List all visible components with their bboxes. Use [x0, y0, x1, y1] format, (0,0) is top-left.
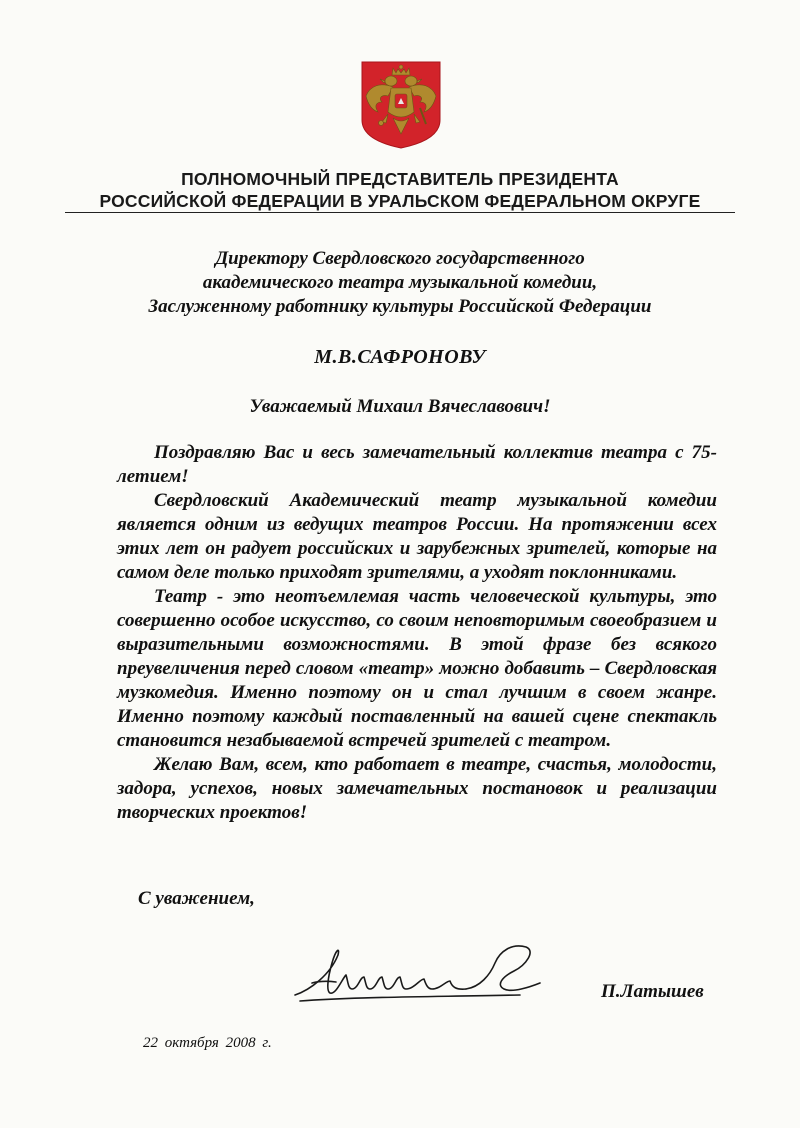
body-paragraph: Желаю Вам, всем, кто работает в театре, счастья, молодости, задора, успехов, новых замечательных постановок и реализации творческих проектов!	[117, 754, 717, 823]
signer-name: П.Латышев	[601, 981, 704, 1002]
salutation: Уважаемый Михаил Вячеславович!	[249, 396, 551, 417]
recipient-name: М.В.САФРОНОВУ	[314, 346, 486, 368]
letter-body	[117, 441, 717, 825]
handwritten-signature	[290, 935, 570, 1010]
body-paragraph: Театр - это неотъемлемая часть человеческой культуры, это совершенно особое искусство, со своим неповторимым своеобразием и выразительными возможностями. В этой фразе без всякого преувеличения перед словом «театр» можно добавить – Свердловская музкомедия. Именно поэтому он и стал лучшим в своем жанре. Именно поэтому каждый поставленный на вашей сцене спектакль становится незабываемой встречей зрителей с театром.	[117, 586, 717, 751]
addressee-block	[60, 247, 740, 319]
body-paragraph: Поздравляю Вас и весь замечательный коллектив театра с 75-летием!	[117, 442, 717, 487]
addressee-line-1: Директору Свердловского государственного	[215, 248, 585, 269]
closing-phrase: С уважением,	[138, 888, 255, 909]
letterhead-line-2: РОССИЙСКОЙ ФЕДЕРАЦИИ В УРАЛЬСКОМ ФЕДЕРАЛЬНОМ ОКРУГЕ	[99, 191, 701, 211]
addressee-line-3: Заслуженному работнику культуры Российской Федерации	[148, 296, 652, 317]
letterhead-line-1: ПОЛНОМОЧНЫЙ ПРЕДСТАВИТЕЛЬ ПРЕЗИДЕНТА	[181, 169, 619, 189]
coat-of-arms-icon	[360, 60, 442, 150]
letterhead	[60, 168, 740, 212]
header-divider	[65, 212, 735, 213]
letter-date: 22 октября 2008 г.	[143, 1035, 272, 1051]
addressee-line-2: академического театра музыкальной комедии,	[202, 272, 598, 293]
body-paragraph: Свердловский Академический театр музыкальной комедии является одним из ведущих театров России. На протяжении всех этих лет он радует российских и зарубежных зрителей, которые на самом деле только приходят зрителями, а уходят поклонниками.	[117, 490, 717, 583]
